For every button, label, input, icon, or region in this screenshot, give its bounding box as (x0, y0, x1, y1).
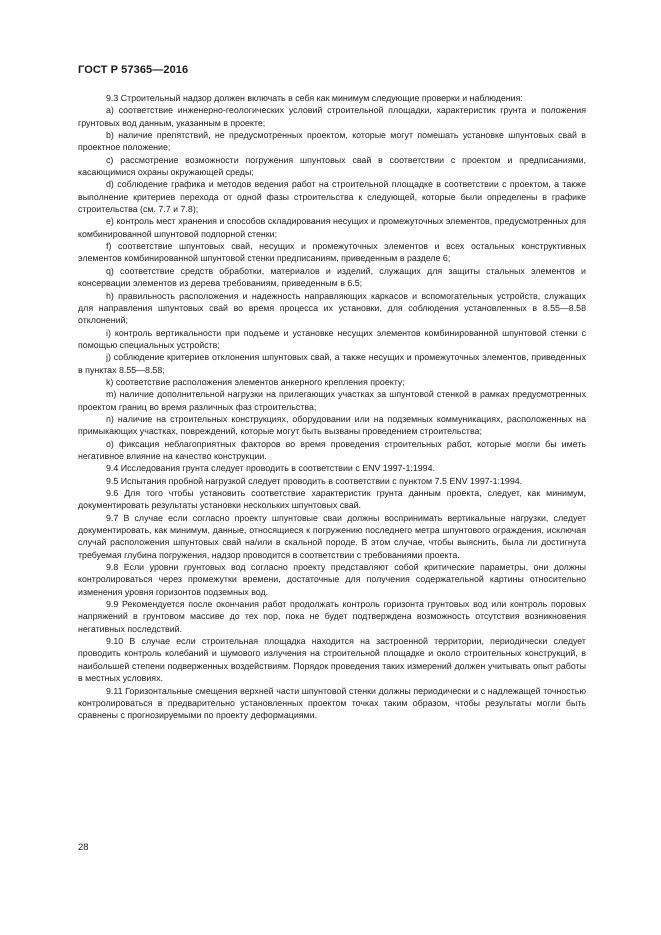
list-item-o: o) фиксация неблагоприятных факторов во время проведения строительных работ, которые могли бы иметь негативное влияние на качество конструкции. (78, 438, 586, 461)
list-item-q: q) соответствие средств обработки, материалов и изделий, служащих для защиты стальных элементов и консервации элементов из дерева требованиям, приведенным в 6.5; (78, 265, 586, 289)
paragraph-9-11: 9.11 Горизонтальные смещения верхней части шпунтовой стенки должны периодически и с надлежащей точностью контролироваться в предварительно установленных проектом точках таким образом, чтобы результаты могли быть сравнены с прогнозируемыми по проекту деформациями. (78, 685, 586, 721)
paragraph-9-6: 9.6 Для того чтобы установить соответствие характеристик грунта данным проекта, следует, как минимум, документировать результаты установки нескольких шпунтовых свай. (78, 488, 586, 511)
paragraph-9-3: 9.3 Строительный надзор должен включать в себя как минимум следующие проверки и наблюдения: (106, 93, 523, 103)
list-item-m: m) наличие дополнительной нагрузки на прилегающих участках за шпунтовой стенкой в рамках предусмотренных проектом границ во время различных фаз строительства; (78, 389, 586, 412)
list-item-i: i) контроль вертикальности при подъеме и установке несущих элементов комбинированной шпунтовой стенки с помощью специальных устройств; (78, 327, 586, 350)
paragraph-9-4: 9.4 Исследования грунта следует проводить в соответствии с ENV 1997-1:1994. (106, 463, 435, 474)
list-item-k: k) соответствие расположения элементов анкерного крепления проекту; (106, 376, 405, 387)
list-item-e: e) контроль мест хранения и способов складирования несущих и промежуточных элементов, предусмотренных для комбинированной шпунтовой подпорной стенки; (78, 216, 586, 239)
paragraph-9-5: 9.5 Испытания пробной нагрузкой следует проводить в соответствии с пунктом 7.5 ENV 1997-1:1994. (106, 475, 523, 486)
paragraph-9-8: 9.8 Если уровни грунтовых вод согласно проекту представляют собой критические параметры, они должны контролироваться через промежутки времени, достаточные для получения содержательной картины относительно изменения уровня горизонтов подземных вод. (78, 562, 586, 597)
list-item-h: h) правильность расположения и надежность направляющих каркасов и вспомогательных устройств, служащих для направления шпунтовых свай во время процесса их установки, для соблюдения установленных в 8.55—8.58 отклонений; (78, 290, 586, 326)
paragraph-9-7: 9.7 В случае если согласно проекту шпунтовые сваи должны воспринимать вертикальные нагрузки, следует документировать, как минимум, данные, относящиеся к погружению последнего метра шпунтового ограждения, исключая случай расположения шпунтовых свай на/или в скальной породе. В этом случае, чтобы выяснить, была ли достигнута требуемая глубина погружения, надзор проводится в соответствии с требованиями проекта. (78, 512, 586, 560)
list-item-b: b) наличие препятствий, не предусмотренных проектом, которые могут помешать установке шпунтовых свай в проектное положение; (78, 130, 586, 153)
list-item-a: a) соответствие инженерно-геологических условий строительной площадки, характеристик грунта и положения грунтовых вод данным, указанным в проекте; (78, 105, 586, 128)
list-item-n: n) наличие на строительных конструкциях, оборудовании или на подземных коммуникациях, расположенных на примыкающих участках, повреждений, которые могут быть вызваны проведением строительства; (78, 413, 586, 437)
list-item-f: f) соответствие шпунтовых свай, несущих и промежуточных элементов и всех остальных конструктивных элементов комбинированной шпунтовой стенки предписаниям, приведенным в разделе 6; (78, 241, 586, 264)
list-item-d: d) соблюдение графика и методов ведения работ на строительной площадке в соответствии с проектом, а также выполнение критериев перехода от одной фазы строительства к следующей, которые были определены в графике строительства (см. 7.7 и 7.8); (78, 179, 586, 215)
document-code-header: ГОСТ Р 57365—2016 (78, 64, 189, 76)
paragraph-9-10: 9.10 В случае если строительная площадка находится на застроенной территории, периодически следует проводить контроль колебаний и шумового излучения на строительной площадке и около строительных конструкций, в наибольшей степени подверженных воздействиям. Порядок проведения таких измерений должен учитывать опыт работы в местных условиях. (78, 636, 586, 684)
list-item-c: c) рассмотрение возможности погружения шпунтовых свай в соответствии с проектом и предписаниями, касающимися охраны окружающей среды; (78, 154, 586, 178)
page-number: 28 (78, 842, 89, 853)
document-body (78, 92, 586, 722)
paragraph-9-9: 9.9 Рекомендуется после окончания работ продолжать контроль горизонта грунтовых вод или контроль поровых напряжений в грунтовом массиве до тех пор, пока не будет подтверждена возможность отсутствия возникновения негативных последствий. (78, 599, 586, 634)
list-item-j: j) соблюдение критериев отклонения шпунтовых свай, а также несущих и промежуточных элементов, приведенных в пунктах 8.55—8.58; (78, 352, 586, 375)
